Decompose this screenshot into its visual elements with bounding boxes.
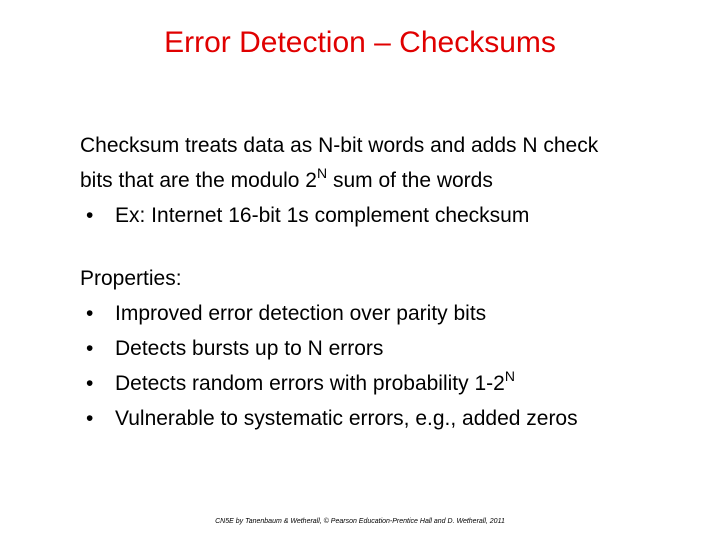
slide-title: Error Detection – Checksums	[164, 26, 556, 59]
bullet-icon: •	[86, 337, 94, 360]
property-text: Detects bursts up to N errors	[115, 337, 384, 360]
property-item	[80, 401, 578, 436]
property-text: Improved error detection over parity bits	[115, 302, 487, 325]
bullet-icon: •	[86, 372, 94, 395]
example-text: Ex: Internet 16-bit 1s complement checksum	[115, 204, 530, 227]
property-text	[115, 366, 515, 403]
bullet-icon: •	[86, 302, 94, 325]
slide-footer: CN5E by Tanenbaum & Wetherall, © Pearson Education-Prentice Hall and D. Wetherall, 2011	[215, 518, 505, 525]
property-item	[80, 331, 384, 366]
bullet-icon: •	[86, 204, 94, 227]
property-superscript: N	[504, 368, 515, 384]
property-item	[80, 296, 487, 331]
example-item	[80, 198, 598, 233]
intro-line-2-text: bits that are the modulo 2	[80, 169, 317, 192]
intro-line-1: Checksum treats data as N-bit words and adds N check	[80, 134, 599, 157]
property-text: Vulnerable to systematic errors, e.g., added zeros	[115, 407, 578, 430]
property-item	[80, 366, 515, 401]
intro-section	[80, 128, 598, 233]
properties-heading: Properties:	[80, 267, 182, 290]
properties-section	[80, 261, 578, 436]
property-text-main: Detects random errors with probability 1-2	[115, 372, 505, 395]
bullet-icon: •	[86, 407, 94, 430]
intro-line-2-rest: sum of the words	[327, 169, 493, 192]
intro-superscript: N	[316, 165, 328, 181]
intro-line-2	[80, 163, 598, 198]
